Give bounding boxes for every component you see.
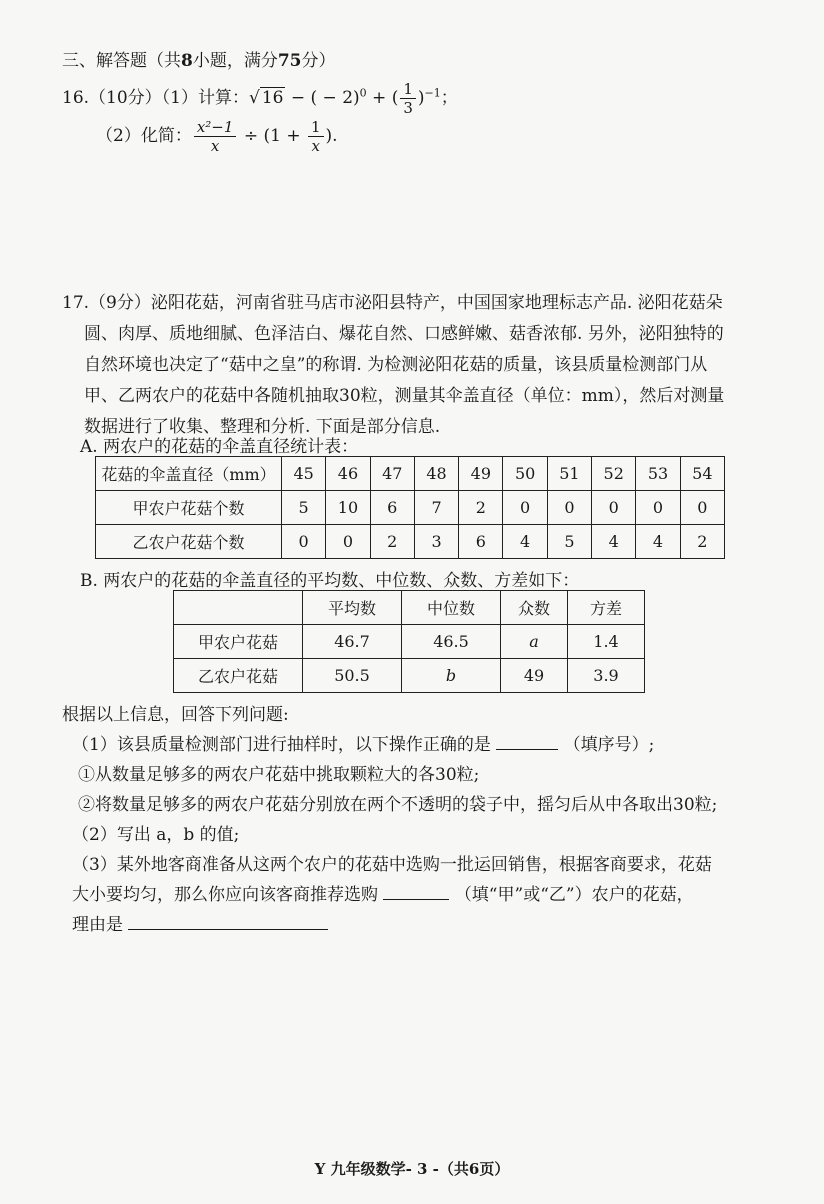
q17-line: 数据进行了收集、整理和分析. 下面是部分信息. — [84, 417, 441, 437]
question-17-text — [62, 288, 792, 443]
table-b-caption: B. 两农户的花菇的伞盖直径的平均数、中位数、众数、方差如下： — [80, 571, 580, 591]
answer-blank-2[interactable] — [383, 881, 449, 900]
table-a-caption: A. 两农户的花菇的伞盖直径统计表： — [80, 437, 359, 457]
sub-question-1: （1）该县质量检测部门进行抽样时，以下操作正确的是 （填序号）; — [72, 730, 654, 755]
q17-line: 圆、肉厚、质地细腻、色泽洁白、爆花自然、口感鲜嫩、菇香浓郁. 另外，泌阳独特的 — [84, 324, 724, 344]
sub-question-3: （3）某外地客商准备从这两个农户的花菇中选购一批运回销售，根据客商要求，花菇 — [72, 855, 712, 875]
sub-question-3-line3: 理由是 — [72, 910, 328, 935]
option-1: ①从数量足够多的两农户花菇中挑取颗粒大的各30粒; — [78, 765, 480, 785]
question-16-part1: 16.（10分）（1）计算：√ 16 − ( − 2)$^0$ + ( $\frac{1}{3}$ )$^{-1}$； — [62, 80, 458, 117]
diameter-stat-table — [95, 456, 725, 559]
sub-question-3-line2: 大小要均匀，那么你应向该客商推荐选购 （填“甲”或“乙”）农户的花菇， — [72, 880, 694, 905]
option-2: ②将数量足够多的两农户花菇分别放在两个不透明的袋子中，摇匀后从中各取出30粒; — [78, 795, 718, 815]
table-row: 甲农户花菇个数 5 10 6 7 2 0 0 0 0 0 — [96, 491, 725, 525]
table-row: 花菇的伞盖直径（mm） 45 46 47 48 49 50 51 52 53 54 — [96, 457, 725, 491]
questions-intro: 根据以上信息，回答下列问题: — [62, 705, 289, 725]
q17-line: 自然环境也决定了“菇中之皇”的称谓. 为检测泌阳花菇的质量，该县质量检测部门从 — [84, 355, 708, 375]
table-row: 甲农户花菇 46.7 46.5 a 1.4 — [174, 625, 645, 659]
table-row: 乙农户花菇 50.5 b 49 3.9 — [174, 659, 645, 693]
table-row: 乙农户花菇个数 0 0 2 3 6 4 5 4 4 2 — [96, 525, 725, 559]
answer-blank-1[interactable] — [496, 731, 558, 750]
sub-question-2: （2）写出 a，b 的值; — [72, 825, 240, 845]
section-heading: 三、解答题（共8小题，满分75分） — [62, 51, 336, 71]
q17-line: 甲、乙两农户的花菇中各随机抽取30粒，测量其伞盖直径（单位：mm），然后对测量 — [84, 386, 725, 406]
question-16-part2: （2）化简： $\frac{\text{x²−1}}{x}$ ÷ (1 + $\frac{1}{x}$ ). — [96, 118, 338, 155]
table-row: 平均数 中位数 众数 方差 — [174, 591, 645, 625]
summary-stat-table — [173, 590, 645, 693]
answer-blank-3[interactable] — [128, 911, 328, 930]
q17-line: 17.（9分）泌阳花菇，河南省驻马店市泌阳县特产，中国国家地理标志产品. 泌阳花菇朵 — [62, 293, 723, 313]
page-footer: Y 九年级数学- 3 -（共6页） — [314, 1160, 510, 1178]
